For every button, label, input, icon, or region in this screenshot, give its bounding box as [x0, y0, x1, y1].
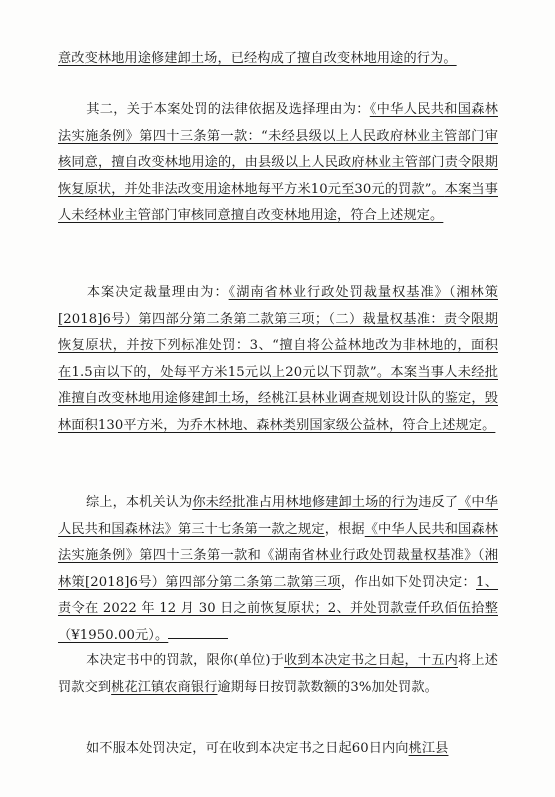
legal-basis-conclusion: 本案当事人未经林业主管部门审核同意擅自改变林地用途，符合上述规定。	[58, 181, 498, 223]
decision-act: 你未经批准占用林地修建卸土场的行为	[192, 495, 419, 510]
legal-basis-lead: 其二，关于本案处罚的法律依据及选择理由为：	[86, 102, 370, 117]
decision-law-1: 《中华人民共和国森林法》第三十七条第一款之规定	[58, 495, 498, 537]
discretion-basis: 《湖南省林业行政处罚裁量权基准》（湘林策[2018]6号）第四部分第二条第二款第三项；（二）裁量权基准：责令限期恢复原状，并按下列标准处罚：3、“擅自将公益林地改为非林地的，面积在1.5亩以下的，处每平方米15元以上20元以下罚款”。本案当事人未经批准擅自改变林地用途修建卸土场，经桃江县林业调查规划设计队的鉴定，毁林面积130平方米，为乔木林地、森林类别国家级公益林，符合上述规定。	[58, 285, 498, 433]
paragraph-discretion	[58, 280, 498, 439]
payment-text-b: 将上述罚款交到	[58, 653, 498, 695]
decision-law-2: 《中华人民共和国森林法实施条例》第四十三条第一款和《湖南省林业行政处罚裁量权基准》（湘林策[2018]6号）第四部分第二条第二款第三项	[58, 521, 498, 590]
payment-text-c: 逾期每日按罚款数额的3%加处罚款。	[217, 679, 438, 695]
legal-basis-law-reference: 《中华人民共和国森林法实施条例》第四十三条第一款：“未经县级以上人民政府林业主管部门审核同意，擅自改变林地用途的，由县级以上人民政府林业主管部门责令限期恢复原状，并处非法改变用途林地每平方米10元至30元的罚款”。	[58, 102, 498, 197]
discretion-lead: 本案决定裁量理由为：	[86, 285, 229, 300]
appeal-county: 桃江县	[408, 741, 449, 756]
decision-mid-3: ，作出如下处罚决定：	[340, 574, 476, 590]
decision-mid-2: ，根据	[324, 521, 365, 537]
payment-text-a: 本决定书中的罚款，限你(单位)于	[86, 653, 285, 668]
decision-content: 1、责令在 2022 年 12 月 30 日之前恢复原状；2、并处罚款壹仟玖佰伍拾整（¥1950.00元）。	[58, 574, 499, 643]
paragraph-decision	[58, 490, 498, 649]
paragraph-payment	[58, 648, 498, 701]
paragraph-legal-basis	[58, 97, 498, 230]
decision-blank-line	[168, 624, 228, 639]
paragraph-continuation	[58, 46, 498, 73]
decision-mid-1: 违反了	[418, 495, 459, 510]
payment-bank: 桃花江镇农商银行	[111, 679, 218, 695]
appeal-text-a: 如不服本处罚决定，可在收到本决定书之日起60日内向	[86, 741, 409, 756]
payment-receipt: 收到本决定书之日起，十五内	[284, 653, 458, 668]
decision-lead: 综上，本机关认为	[86, 495, 193, 510]
continuation-text: 意改变林地用途修建卸土场，已经构成了擅自改变林地用途的行为。	[58, 51, 457, 66]
paragraph-appeal	[58, 736, 498, 763]
